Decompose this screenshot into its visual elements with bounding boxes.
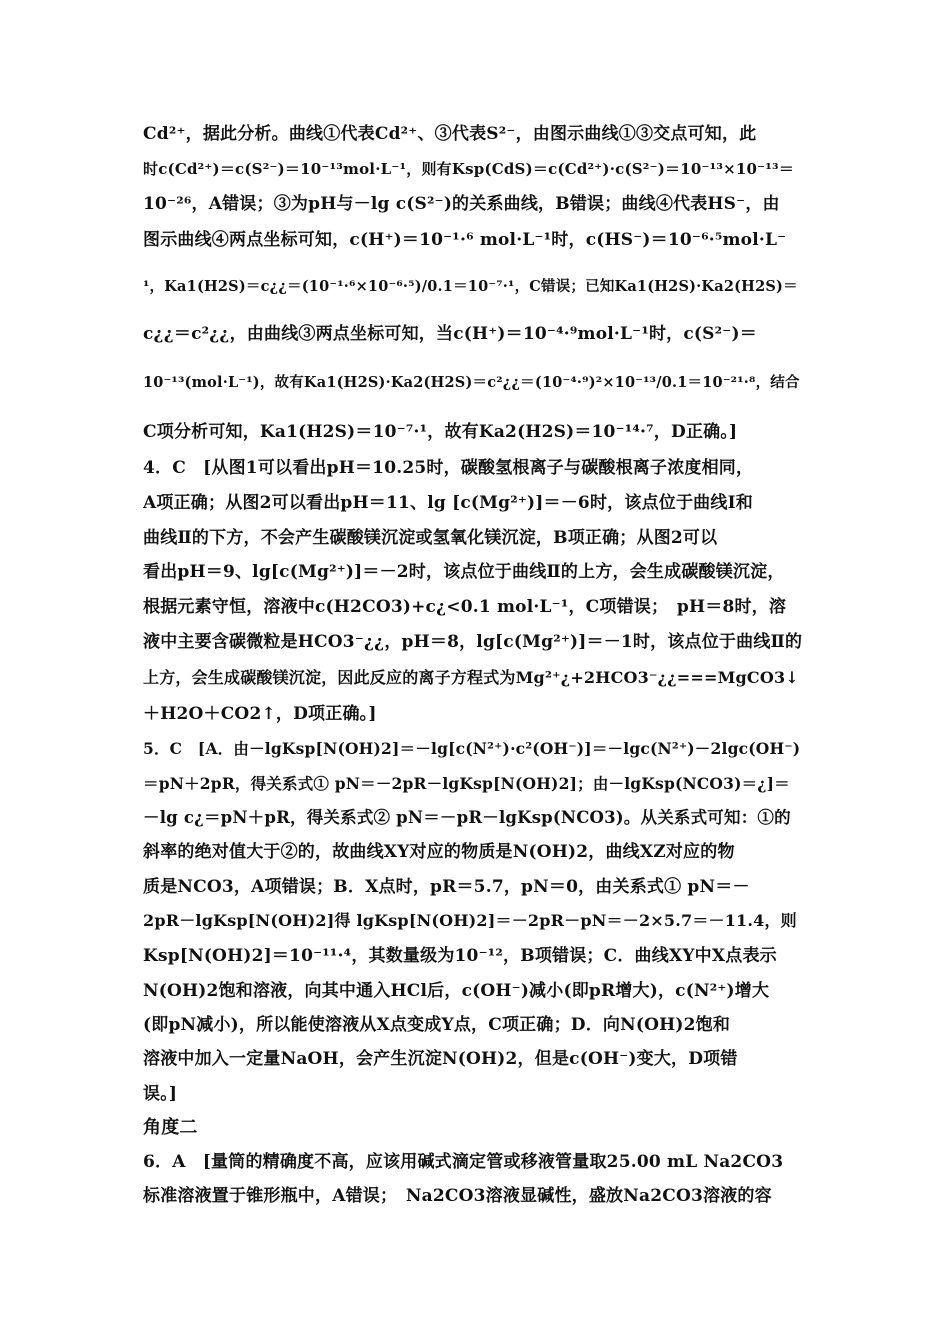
text-line: 2pR－lgKsp[N(OH)2]得 lgKsp[N(OH)2]＝－2pR－pN＝－2×5.7＝－11.4，则	[143, 911, 797, 930]
text-line: 液中主要含碳微粒是HCO3⁻¿¿，pH＝8，lg[c(Mg²⁺)]＝－1时，该点位于曲线Ⅱ的	[143, 632, 803, 652]
text-line: ＝pN＋2pR，得关系式① pN＝－2pR－lgKsp[N(OH)2]；由－lgKsp(NCO3)＝¿]＝	[143, 774, 790, 793]
text-line: 看出pH＝9、lg[c(Mg²⁺)]＝－2时，该点位于曲线Ⅱ的上方，会生成碳酸镁沉淀，	[143, 562, 785, 582]
text-line: 斜率的绝对值大于②的，故曲线XY对应的物质是N(OH)2，曲线XZ对应的物	[143, 842, 735, 862]
section-heading: 角度二	[143, 1117, 198, 1138]
text-line: 6．A [量筒的精确度不高，应该用碱式滴定管或移液管量取25.00 mL Na2CO3	[143, 1152, 784, 1172]
text-line: 10⁻¹³(mol·L⁻¹)，故有Ka1(H2S)·Ka2(H2S)＝c²¿¿＝(10⁻⁴·⁹)²×10⁻¹³/0.1＝10⁻²¹·⁸，结合	[143, 374, 800, 391]
text-line: 误。]	[143, 1084, 178, 1104]
text-line: 标准溶液置于锥形瓶中，A错误； Na2CO3溶液显碱性，盛放Na2CO3溶液的容	[143, 1186, 772, 1206]
text-line: －lg c¿＝pN＋pR，得关系式② pN＝－pR－lgKsp(NCO3)。从关系式可知：①的	[143, 808, 791, 827]
text-line: 溶液中加入一定量NaOH，会产生沉淀N(OH)2，但是c(OH⁻)变大，D项错	[143, 1049, 738, 1069]
text-line: 5．C [A．由－lgKsp[N(OH)2]＝－lg[c(N²⁺)·c²(OH⁻)]＝－lgc(N²⁺)－2lgc(OH⁻)	[143, 739, 801, 758]
text-line: 质是NCO3，A项错误；B．X点时，pR＝5.7，pN＝0，由关系式① pN＝－	[143, 877, 750, 897]
text-line: ＋H2O＋CO2↑，D项正确。]	[143, 704, 377, 724]
text-line: C项分析可知，Ka1(H2S)＝10⁻⁷·¹，故有Ka2(H2S)＝10⁻¹⁴·⁷，D正确。]	[143, 422, 738, 442]
text-line: A项正确；从图2可以看出pH＝11、lg [c(Mg²⁺)]＝－6时，该点位于曲线Ⅰ和	[143, 493, 753, 513]
text-line: 上方，会生成碳酸镁沉淀，因此反应的离子方程式为Mg²⁺¿+2HCO3⁻¿¿===MgCO3↓	[143, 668, 799, 687]
text-line: 根据元素守恒，溶液中c(H2CO3)+c¿<0.1 mol·L⁻¹，C项错误； pH＝8时，溶	[143, 597, 787, 617]
text-line: 时c(Cd²⁺)＝c(S²⁻)＝10⁻¹³mol·L⁻¹，则有Ksp(CdS)＝c(Cd²⁺)·c(S²⁻)＝10⁻¹³×10⁻¹³＝	[143, 160, 795, 178]
text-line: ¹，Ka1(H2S)＝c¿¿＝(10⁻¹·⁶×10⁻⁶·⁵)/0.1＝10⁻⁷·¹，C错误；已知Ka1(H2S)·Ka2(H2S)＝	[143, 278, 798, 295]
text-line: 图示曲线④两点坐标可知，c(H⁺)＝10⁻¹·⁶ mol·L⁻¹时，c(HS⁻)＝10⁻⁶·⁵mol·L⁻	[143, 230, 787, 250]
text-line: 4．C [从图1可以看出pH＝10.25时，碳酸氢根离子与碳酸根离子浓度相同，	[143, 458, 754, 478]
text-line: Ksp[N(OH)2]＝10⁻¹¹·⁴，其数量级为10⁻¹²，B项错误；C．曲线XY中X点表示	[143, 946, 777, 966]
text-line: c¿¿＝c²¿¿，由曲线③两点坐标可知，当c(H⁺)＝10⁻⁴·⁹mol·L⁻¹时，c(S²⁻)＝	[143, 324, 757, 344]
text-line: 10⁻²⁶，A错误；③为pH与－lg c(S²⁻)的关系曲线，B错误；曲线④代表HS⁻，由	[143, 194, 780, 214]
text-line: 曲线Ⅱ的下方，不会产生碳酸镁沉淀或氢氧化镁沉淀，B项正确；从图2可以	[143, 528, 718, 548]
text-line: (即pN减小)，所以能使溶液从X点变成Y点，C项正确；D．向N(OH)2饱和	[143, 1015, 731, 1035]
text-line: Cd²⁺，据此分析。曲线①代表Cd²⁺、③代表S²⁻，由图示曲线①③交点可知，此	[143, 124, 757, 144]
text-line: N(OH)2饱和溶液，向其中通入HCl后，c(OH⁻)减小(即pR增大)，c(N²⁺)增大	[143, 981, 770, 1001]
